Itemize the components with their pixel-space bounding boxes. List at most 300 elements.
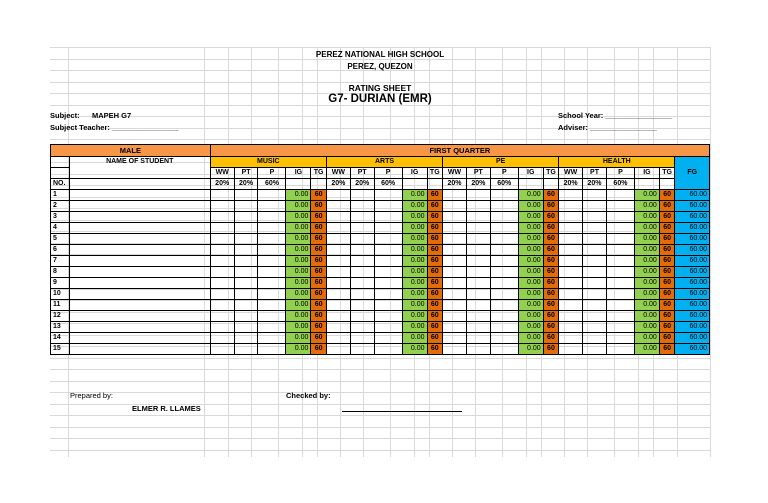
score-cell [559, 333, 583, 344]
score-cell [350, 234, 374, 245]
transmuted-grade-cell: 60 [311, 256, 327, 267]
score-cell [350, 311, 374, 322]
score-cell [583, 256, 607, 267]
score-cell [210, 289, 234, 300]
initial-grade-cell: 0.00 [634, 223, 659, 234]
student-name-cell [69, 267, 210, 278]
component-header-ig: IG [286, 168, 311, 179]
weight-row [51, 179, 710, 190]
score-cell [583, 190, 607, 201]
gridline [50, 381, 710, 382]
score-cell [258, 267, 286, 278]
score-cell [583, 267, 607, 278]
score-cell [606, 344, 634, 355]
component-header-tg: TG [311, 168, 327, 179]
initial-grade-cell: 0.00 [286, 245, 311, 256]
component-header-ig: IG [402, 168, 427, 179]
score-cell [350, 278, 374, 289]
score-cell [350, 212, 374, 223]
score-cell [490, 289, 518, 300]
weight-cell: 20% [234, 179, 258, 190]
transmuted-grade-cell: 60 [427, 333, 443, 344]
score-cell [326, 333, 350, 344]
quarter-label: FIRST QUARTER [210, 145, 709, 157]
score-cell [374, 300, 402, 311]
score-cell [258, 234, 286, 245]
score-cell [374, 190, 402, 201]
component-header-ig: IG [518, 168, 543, 179]
initial-grade-cell: 0.00 [402, 322, 427, 333]
transmuted-grade-cell: 60 [543, 333, 559, 344]
transmuted-grade-cell: 60 [543, 278, 559, 289]
score-cell [234, 300, 258, 311]
score-cell [374, 311, 402, 322]
score-cell [559, 223, 583, 234]
score-cell [559, 256, 583, 267]
initial-grade-cell: 0.00 [518, 322, 543, 333]
score-cell [466, 234, 490, 245]
component-header-pt: PT [234, 168, 258, 179]
initial-grade-cell: 0.00 [402, 333, 427, 344]
weight-cell: 20% [210, 179, 234, 190]
transmuted-grade-cell: 60 [659, 344, 675, 355]
initial-grade-cell: 0.00 [518, 245, 543, 256]
score-cell [443, 190, 467, 201]
score-cell [606, 212, 634, 223]
score-cell [466, 201, 490, 212]
table-row [51, 289, 710, 300]
initial-grade-cell: 0.00 [286, 322, 311, 333]
row-number: 11 [51, 300, 70, 311]
score-cell [374, 223, 402, 234]
score-cell [559, 267, 583, 278]
initial-grade-cell: 0.00 [286, 311, 311, 322]
score-cell [258, 245, 286, 256]
student-name-cell [69, 300, 210, 311]
score-cell [210, 245, 234, 256]
score-cell [490, 267, 518, 278]
score-cell [326, 300, 350, 311]
score-cell [350, 333, 374, 344]
initial-grade-cell: 0.00 [286, 223, 311, 234]
score-cell [443, 212, 467, 223]
transmuted-grade-cell: 60 [311, 289, 327, 300]
score-cell [559, 190, 583, 201]
score-cell [606, 300, 634, 311]
gridline [50, 392, 710, 393]
score-cell [606, 278, 634, 289]
row-number: 6 [51, 245, 70, 256]
weight-cell: 20% [466, 179, 490, 190]
score-cell [466, 190, 490, 201]
score-cell [326, 223, 350, 234]
score-cell [374, 344, 402, 355]
transmuted-grade-cell: 60 [543, 234, 559, 245]
score-cell [210, 344, 234, 355]
final-grade-cell: 60.00 [675, 300, 710, 311]
transmuted-grade-cell: 60 [543, 223, 559, 234]
blank-cell [51, 168, 70, 179]
score-cell [466, 322, 490, 333]
final-grade-cell: 60.00 [675, 201, 710, 212]
transmuted-grade-cell: 60 [543, 190, 559, 201]
transmuted-grade-cell: 60 [659, 190, 675, 201]
weight-cell: 20% [326, 179, 350, 190]
initial-grade-cell: 0.00 [402, 234, 427, 245]
component-header-pt: PT [466, 168, 490, 179]
score-cell [326, 322, 350, 333]
name-of-student-header: NAME OF STUDENT [69, 157, 210, 179]
score-cell [583, 344, 607, 355]
initial-grade-cell: 0.00 [402, 212, 427, 223]
student-name-cell [69, 256, 210, 267]
component-header-p: P [490, 168, 518, 179]
score-cell [443, 311, 467, 322]
score-cell [490, 311, 518, 322]
transmuted-grade-cell: 60 [311, 245, 327, 256]
transmuted-grade-cell: 60 [543, 256, 559, 267]
score-cell [490, 234, 518, 245]
initial-grade-cell: 0.00 [286, 256, 311, 267]
student-name-cell [69, 190, 210, 201]
score-cell [374, 322, 402, 333]
transmuted-grade-cell: 60 [427, 245, 443, 256]
score-cell [443, 256, 467, 267]
score-cell [234, 267, 258, 278]
score-cell [583, 289, 607, 300]
component-header-ig: IG [634, 168, 659, 179]
score-cell [559, 234, 583, 245]
table-row [51, 212, 710, 223]
score-cell [234, 201, 258, 212]
component-header-pt: PT [583, 168, 607, 179]
student-name-cell [69, 333, 210, 344]
score-cell [606, 190, 634, 201]
score-cell [559, 311, 583, 322]
student-name-cell [69, 245, 210, 256]
score-cell [234, 278, 258, 289]
transmuted-grade-cell: 60 [311, 300, 327, 311]
component-header-tg: TG [659, 168, 675, 179]
score-cell [466, 223, 490, 234]
initial-grade-cell: 0.00 [286, 344, 311, 355]
initial-grade-cell: 0.00 [518, 311, 543, 322]
table-row [51, 245, 710, 256]
weight-cell: 60% [490, 179, 518, 190]
final-grade-cell: 60.00 [675, 256, 710, 267]
transmuted-grade-cell: 60 [427, 322, 443, 333]
score-cell [466, 344, 490, 355]
score-cell [466, 267, 490, 278]
score-cell [350, 267, 374, 278]
component-header-p: P [606, 168, 634, 179]
row-number: 9 [51, 278, 70, 289]
score-cell [466, 245, 490, 256]
group-label-male: MALE [51, 145, 211, 157]
table-row [51, 300, 710, 311]
blank-cell [402, 179, 427, 190]
subject-teacher-label: Subject Teacher: ________________ [50, 123, 179, 132]
final-grade-cell: 60.00 [675, 289, 710, 300]
initial-grade-cell: 0.00 [286, 201, 311, 212]
blank-cell [659, 179, 675, 190]
transmuted-grade-cell: 60 [659, 245, 675, 256]
transmuted-grade-cell: 60 [659, 311, 675, 322]
score-cell [583, 322, 607, 333]
table-row [51, 311, 710, 322]
score-cell [443, 289, 467, 300]
checked-by-label: Checked by: [286, 391, 331, 400]
transmuted-grade-cell: 60 [659, 278, 675, 289]
table-row [51, 278, 710, 289]
student-name-cell [69, 311, 210, 322]
row-number: 3 [51, 212, 70, 223]
transmuted-grade-cell: 60 [659, 267, 675, 278]
gridline [50, 59, 710, 60]
table-row [51, 190, 710, 201]
initial-grade-cell: 0.00 [402, 289, 427, 300]
transmuted-grade-cell: 60 [659, 201, 675, 212]
row-number: 7 [51, 256, 70, 267]
transmuted-grade-cell: 60 [427, 234, 443, 245]
score-cell [326, 278, 350, 289]
score-cell [350, 322, 374, 333]
component-header-tg: TG [543, 168, 559, 179]
score-cell [559, 322, 583, 333]
transmuted-grade-cell: 60 [543, 267, 559, 278]
initial-grade-cell: 0.00 [402, 311, 427, 322]
score-cell [583, 223, 607, 234]
score-cell [326, 212, 350, 223]
subject-value: MAPEH G7 [92, 111, 132, 120]
initial-grade-cell: 0.00 [286, 267, 311, 278]
score-cell [443, 333, 467, 344]
final-grade-cell: 60.00 [675, 311, 710, 322]
row-number: 15 [51, 344, 70, 355]
initial-grade-cell: 0.00 [402, 223, 427, 234]
final-grade-cell: 60.00 [675, 190, 710, 201]
score-cell [350, 289, 374, 300]
score-cell [210, 267, 234, 278]
row-number: 10 [51, 289, 70, 300]
score-cell [210, 223, 234, 234]
score-cell [326, 245, 350, 256]
score-cell [234, 234, 258, 245]
score-cell [210, 201, 234, 212]
score-cell [583, 300, 607, 311]
score-cell [258, 201, 286, 212]
transmuted-grade-cell: 60 [311, 344, 327, 355]
final-grade-cell: 60.00 [675, 234, 710, 245]
score-cell [606, 223, 634, 234]
transmuted-grade-cell: 60 [543, 344, 559, 355]
blank-cell [311, 179, 327, 190]
gridline [50, 369, 710, 370]
transmuted-grade-cell: 60 [659, 234, 675, 245]
initial-grade-cell: 0.00 [286, 333, 311, 344]
gridline [710, 47, 711, 457]
gridline [50, 105, 710, 106]
score-cell [350, 300, 374, 311]
score-cell [606, 333, 634, 344]
score-cell [559, 212, 583, 223]
initial-grade-cell: 0.00 [634, 333, 659, 344]
score-cell [374, 201, 402, 212]
score-cell [443, 267, 467, 278]
transmuted-grade-cell: 60 [427, 344, 443, 355]
transmuted-grade-cell: 60 [311, 201, 327, 212]
component-header-pt: PT [350, 168, 374, 179]
gridline [50, 47, 710, 48]
gridline [50, 450, 710, 451]
score-cell [234, 333, 258, 344]
initial-grade-cell: 0.00 [402, 245, 427, 256]
score-cell [350, 223, 374, 234]
score-cell [350, 201, 374, 212]
table-row [51, 234, 710, 245]
final-grade-cell: 60.00 [675, 267, 710, 278]
row-number: 12 [51, 311, 70, 322]
initial-grade-cell: 0.00 [518, 256, 543, 267]
score-cell [258, 289, 286, 300]
score-cell [606, 322, 634, 333]
initial-grade-cell: 0.00 [634, 234, 659, 245]
gridline [50, 358, 710, 359]
score-cell [583, 245, 607, 256]
score-cell [326, 344, 350, 355]
transmuted-grade-cell: 60 [427, 311, 443, 322]
row-number: 14 [51, 333, 70, 344]
score-cell [583, 212, 607, 223]
score-cell [559, 289, 583, 300]
score-cell [559, 300, 583, 311]
score-cell [234, 344, 258, 355]
score-cell [258, 344, 286, 355]
table-row [51, 267, 710, 278]
initial-grade-cell: 0.00 [402, 190, 427, 201]
score-cell [490, 223, 518, 234]
transmuted-grade-cell: 60 [311, 333, 327, 344]
initial-grade-cell: 0.00 [402, 278, 427, 289]
transmuted-grade-cell: 60 [543, 311, 559, 322]
initial-grade-cell: 0.00 [518, 234, 543, 245]
blank-cell [634, 179, 659, 190]
transmuted-grade-cell: 60 [311, 223, 327, 234]
score-cell [374, 256, 402, 267]
blank-cell [51, 157, 70, 168]
section-title: G7- DURIAN (EMR) [328, 93, 432, 105]
initial-grade-cell: 0.00 [286, 190, 311, 201]
transmuted-grade-cell: 60 [543, 212, 559, 223]
score-cell [350, 344, 374, 355]
score-cell [210, 190, 234, 201]
score-cell [258, 190, 286, 201]
score-cell [374, 245, 402, 256]
score-cell [234, 289, 258, 300]
row-number: 5 [51, 234, 70, 245]
transmuted-grade-cell: 60 [659, 300, 675, 311]
score-cell [210, 278, 234, 289]
score-cell [258, 322, 286, 333]
score-cell [326, 190, 350, 201]
final-grade-cell: 60.00 [675, 223, 710, 234]
score-cell [258, 256, 286, 267]
final-grade-cell: 60.00 [675, 322, 710, 333]
score-cell [374, 289, 402, 300]
final-grade-cell: 60.00 [675, 212, 710, 223]
score-cell [490, 212, 518, 223]
final-grade-header: FG [675, 157, 710, 190]
score-cell [326, 267, 350, 278]
score-cell [234, 190, 258, 201]
school-location: PEREZ, QUEZON [347, 62, 413, 71]
blank-cell [543, 179, 559, 190]
score-cell [234, 256, 258, 267]
score-cell [374, 267, 402, 278]
transmuted-grade-cell: 60 [659, 223, 675, 234]
initial-grade-cell: 0.00 [518, 333, 543, 344]
score-cell [258, 278, 286, 289]
initial-grade-cell: 0.00 [634, 190, 659, 201]
score-cell [606, 256, 634, 267]
score-cell [258, 300, 286, 311]
subject-header-pe: PE [443, 157, 559, 168]
transmuted-grade-cell: 60 [659, 212, 675, 223]
transmuted-grade-cell: 60 [659, 289, 675, 300]
score-cell [559, 278, 583, 289]
student-name-cell [69, 289, 210, 300]
score-cell [583, 201, 607, 212]
transmuted-grade-cell: 60 [427, 256, 443, 267]
transmuted-grade-cell: 60 [427, 212, 443, 223]
score-cell [606, 245, 634, 256]
initial-grade-cell: 0.00 [634, 311, 659, 322]
table-row [51, 223, 710, 234]
final-grade-cell: 60.00 [675, 278, 710, 289]
transmuted-grade-cell: 60 [427, 201, 443, 212]
score-cell [606, 289, 634, 300]
transmuted-grade-cell: 60 [427, 289, 443, 300]
student-name-cell [69, 278, 210, 289]
gridline [50, 438, 710, 439]
weight-cell: 60% [258, 179, 286, 190]
score-cell [583, 333, 607, 344]
row-number: 1 [51, 190, 70, 201]
row-number: 2 [51, 201, 70, 212]
subject-row [51, 157, 710, 168]
score-cell [258, 223, 286, 234]
score-cell [443, 300, 467, 311]
table-row [51, 344, 710, 355]
score-cell [466, 333, 490, 344]
blank-cell [69, 179, 210, 190]
initial-grade-cell: 0.00 [634, 201, 659, 212]
score-cell [490, 300, 518, 311]
subject-header-music: MUSIC [210, 157, 326, 168]
score-cell [258, 333, 286, 344]
score-cell [326, 289, 350, 300]
transmuted-grade-cell: 60 [311, 267, 327, 278]
transmuted-grade-cell: 60 [311, 212, 327, 223]
transmuted-grade-cell: 60 [427, 223, 443, 234]
score-cell [559, 245, 583, 256]
subject-header-arts: ARTS [326, 157, 442, 168]
transmuted-grade-cell: 60 [543, 289, 559, 300]
initial-grade-cell: 0.00 [518, 289, 543, 300]
score-cell [210, 322, 234, 333]
score-cell [326, 201, 350, 212]
score-cell [443, 234, 467, 245]
